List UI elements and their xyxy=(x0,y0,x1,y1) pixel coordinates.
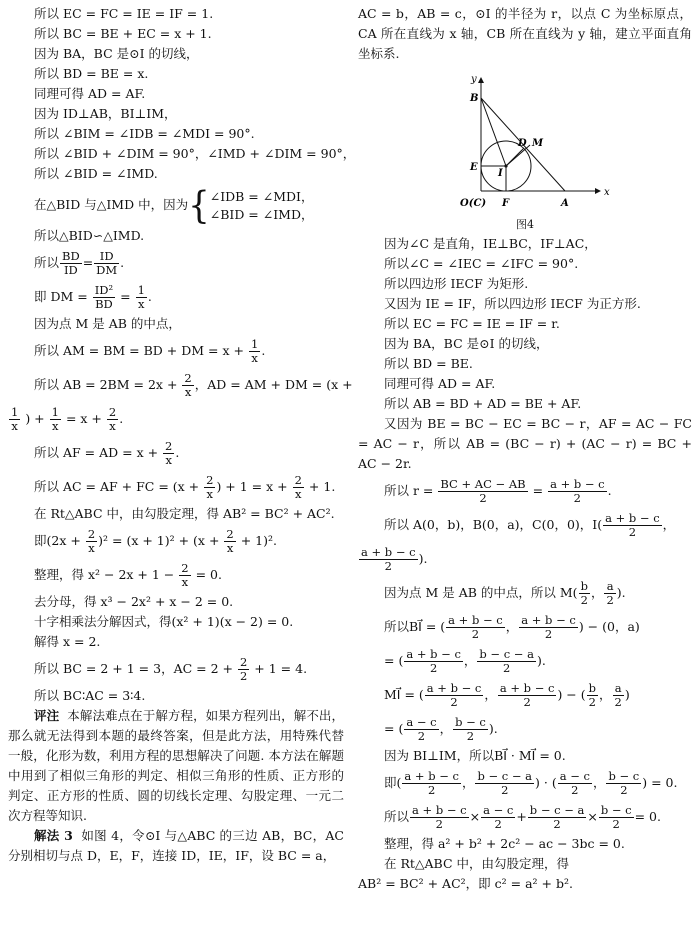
comment-label: 评注 xyxy=(34,708,60,723)
numerator: b − c xyxy=(600,803,632,817)
text-line: 所以四边形 IECF 为矩形. xyxy=(384,276,529,291)
eq-text: ，AD = AM + DM = (x + xyxy=(194,377,353,392)
label-d: D xyxy=(518,138,527,149)
fraction xyxy=(603,512,662,539)
eq-text: = ( xyxy=(384,653,404,668)
text-line: 所以 ∠BIM = ∠IDB = ∠MDI = 90°. xyxy=(34,126,255,141)
denominator: x xyxy=(206,487,214,501)
numerator: a xyxy=(604,580,615,594)
text-line: 所以 ∠BID + ∠DIM = 90°，∠IMD + ∠DIM = 90°， xyxy=(34,146,356,161)
eq-text: ) = 0. xyxy=(642,775,678,790)
text-line: 所以 BC = BE + EC = x + 1. xyxy=(34,26,212,41)
numerator: 2 xyxy=(165,439,173,453)
equation-line: 所以 $\frac{BD}{ID}$ = $\frac{ID}{DM}$ . xyxy=(34,249,125,277)
eq-text: 所以 AC = AF + FC = (x + xyxy=(34,479,200,494)
x-axis-arrow xyxy=(595,188,601,194)
eq-text: × xyxy=(587,809,598,824)
text-line: 因为点 M 是 AB 的中点， xyxy=(34,316,181,331)
eq-text: ) + xyxy=(25,411,45,426)
equation-line: $\frac{1}{x}$ ) + $\frac{1}{x}$ = x + $\frac{2}{x}$ . xyxy=(11,405,124,433)
denominator: 2 xyxy=(239,669,248,683)
text-line: 因为 BI⊥IM，所以BI⃗ · MI⃗ = 0. xyxy=(384,748,566,763)
comment-text: 本解法难点在于解方程，如果方程列出，解不出，那么就无法得到本题的最终答案，但是此方法，用特殊代替一般，化形为数，利用方程的思想解决了问题. 本方法在解题中用到了相似三角形的判定、相似三角形的性质、正方形的判定、正方形的性质、圆的切线长定理、勾股定理、一元二次方程等知识. xyxy=(8,708,344,823)
equation-line xyxy=(8,368,353,402)
eq-text: = xyxy=(532,483,544,498)
eq-text: 所以 xyxy=(34,255,60,270)
eq-text: 所以 xyxy=(384,809,410,824)
denominator: 2 xyxy=(466,729,475,743)
fraction xyxy=(249,338,260,365)
segment-bi xyxy=(481,98,506,166)
eq-text: 所以 A(0，b)，B(0，a)，C(0，0)，I( xyxy=(384,517,603,532)
label-i: I xyxy=(498,168,503,179)
numerator: 2 xyxy=(87,527,96,541)
fraction xyxy=(481,804,515,831)
denominator: x xyxy=(109,419,116,433)
numerator: 1 xyxy=(137,283,145,297)
eq-text: + 1)². xyxy=(240,533,277,548)
text-line: 所以 BC∶AC = 3∶4. xyxy=(34,688,146,703)
numerator: a + b − c xyxy=(361,545,416,559)
left-column xyxy=(8,4,356,866)
text-line: 所以 EC = FC = IE = IF = 1. xyxy=(34,6,214,21)
fraction xyxy=(107,406,118,433)
eq-text: ， xyxy=(439,721,453,736)
label-x: x xyxy=(604,187,610,198)
numerator: b − c − a xyxy=(477,769,533,783)
eq-text: 所以 AM = BM = BD + DM = x + xyxy=(34,343,244,358)
label-f: F xyxy=(502,198,510,209)
figure-4 xyxy=(358,68,692,218)
text-line: 所以 ∠BID = ∠IMD. xyxy=(34,166,158,181)
denominator: x xyxy=(295,487,302,501)
text-line: 去分母，得 x³ − 2x² + x − 2 = 0. xyxy=(34,594,234,609)
eq-text: ， xyxy=(590,585,604,600)
denominator: BD xyxy=(95,297,113,311)
denominator: 2 xyxy=(501,783,509,797)
numerator: 2 xyxy=(226,527,234,541)
fraction xyxy=(558,770,592,797)
eq-text: ). xyxy=(616,585,626,600)
denominator: 2 xyxy=(471,627,480,641)
text-line: 十字相乘法分解因式，得(x² + 1)(x − 2) = 0. xyxy=(34,614,294,629)
denominator: 2 xyxy=(479,491,487,505)
text-line: 同理可得 AD = AF. xyxy=(384,376,496,391)
method-label: 解法 3 xyxy=(34,828,73,843)
text-line: AB² = BC² + AC²，即 c² = a² + b². xyxy=(358,876,573,891)
numerator: 2 xyxy=(184,371,192,385)
denominator: 2 xyxy=(571,783,579,797)
comment-paragraph xyxy=(8,706,344,826)
numerator: 1 xyxy=(11,405,19,419)
denominator: 2 xyxy=(620,783,628,797)
denominator: 2 xyxy=(553,817,561,831)
numerator: a + b − c xyxy=(406,647,461,661)
denominator: x xyxy=(181,575,189,589)
equation-line xyxy=(358,678,692,712)
text-line: 又因为 IE = IF，所以四边形 IECF 为正方形. xyxy=(384,296,641,311)
system-line: ∠IDB = ∠MDI， xyxy=(209,188,314,204)
denominator: x xyxy=(226,541,234,555)
fraction xyxy=(548,478,607,505)
eq-text: 即 DM = xyxy=(34,289,88,304)
fraction xyxy=(402,770,461,797)
denominator: ID xyxy=(63,263,78,277)
equation-line xyxy=(8,558,344,592)
numerator: b − c xyxy=(455,715,486,729)
fraction xyxy=(224,528,235,555)
y-axis-arrow xyxy=(478,77,484,83)
fraction xyxy=(179,562,190,589)
numerator: b − c − a xyxy=(479,647,534,661)
eq-text: × xyxy=(469,809,481,824)
eq-text: ， xyxy=(662,517,676,532)
numerator: a + b − c xyxy=(521,613,576,627)
fraction xyxy=(404,716,438,743)
fraction xyxy=(94,250,119,277)
right-column xyxy=(358,4,692,894)
fraction xyxy=(359,546,418,573)
numerator: b xyxy=(588,681,596,695)
geometry-diagram xyxy=(358,68,692,218)
system-line: ∠BID = ∠IMD， xyxy=(209,206,314,222)
figure-caption: 图4 xyxy=(516,218,534,231)
eq-text: ) − (0，a) xyxy=(578,619,640,634)
numerator: 2 xyxy=(206,473,214,487)
denominator: 2 xyxy=(417,729,426,743)
eq-text: )² = (x + 1)² + (x + xyxy=(98,533,220,548)
fraction xyxy=(579,580,590,607)
eq-text: ) · ( xyxy=(535,775,557,790)
eq-text: = x + xyxy=(65,411,102,426)
fraction xyxy=(136,284,147,311)
eq-text: + 1. xyxy=(308,479,336,494)
equation-line xyxy=(358,474,692,508)
label-a: A xyxy=(561,198,569,209)
eq-text: ， xyxy=(461,775,475,790)
fraction xyxy=(477,648,536,675)
numerator: BC + AC − AB xyxy=(440,477,526,491)
system-prefix: 在△BID 与△IMD 中，因为 xyxy=(34,197,189,212)
fraction xyxy=(438,478,527,505)
fraction xyxy=(163,440,174,467)
eq-text: 因为点 M 是 AB 的中点，所以 M( xyxy=(384,585,578,600)
fraction xyxy=(587,682,598,709)
denominator: 2 xyxy=(612,817,620,831)
text-line: 所以∠C = ∠IEC = ∠IFC = 90°. xyxy=(384,256,579,271)
label-e: E xyxy=(470,162,478,173)
eq-text: . xyxy=(607,483,612,498)
denominator: 2 xyxy=(588,695,596,709)
equation-line xyxy=(358,644,692,678)
eq-text: ， xyxy=(484,687,497,702)
numerator: BD xyxy=(62,249,80,263)
point-i xyxy=(504,164,507,167)
denominator: x xyxy=(11,419,18,433)
denominator: x xyxy=(165,453,172,467)
numerator: 2 xyxy=(239,655,248,669)
fraction xyxy=(613,682,624,709)
eq-text: 所以 BC = 2 + 1 = 3，AC = 2 + xyxy=(34,661,233,676)
fraction xyxy=(604,580,615,607)
eq-text: 所以 r = xyxy=(384,483,434,498)
fraction xyxy=(86,528,97,555)
eq-text: 所以BI⃗ = ( xyxy=(384,619,446,634)
text-line: 解得 x = 2. xyxy=(34,634,101,649)
eq-text: ) xyxy=(624,687,630,702)
numerator: b − c − a xyxy=(529,803,585,817)
text-line: 因为 BA，BC 是⊙I 的切线， xyxy=(34,46,199,61)
text-line: 所以 BD = BE = x. xyxy=(34,66,149,81)
text-line: 因为∠C 是直角，IE⊥BC，IF⊥AC， xyxy=(384,236,597,251)
fraction xyxy=(599,804,634,831)
eq-text: ). xyxy=(536,653,546,668)
denominator: 2 xyxy=(580,593,588,607)
fraction xyxy=(204,474,215,501)
fraction xyxy=(93,284,115,311)
denominator: DM xyxy=(96,263,118,277)
denominator: x xyxy=(184,385,192,399)
eq-text: ) + 1 = x + xyxy=(216,479,288,494)
equation-line xyxy=(8,652,344,686)
text-paragraph: 又因为 BE = BC − EC = BC − r，AF = AC − FC = AC − r，所以 AB = (BC − r) + (AC − r) = BC + AC − 2r. xyxy=(358,416,692,471)
eq-text: 所以 AF = AD = x + xyxy=(34,445,159,460)
text-line: 因为 BA，BC 是⊙I 的切线， xyxy=(384,336,549,351)
method-paragraph xyxy=(8,826,344,866)
eq-text: 即(2x + xyxy=(34,533,81,548)
fraction xyxy=(453,716,488,743)
fraction xyxy=(50,406,61,433)
equation-line xyxy=(358,610,692,644)
denominator: x xyxy=(88,541,95,555)
method-text: 如图 4，令⊙I 与△ABC 的三边 AB，BC，AC 分别相切与点 D，E，F，连接 ID，IE，IF，设 BC = a， xyxy=(8,828,344,863)
eq-text: + xyxy=(516,809,527,824)
denominator: 2 xyxy=(523,695,531,709)
text-line: 所以 EC = FC = IE = IF = r. xyxy=(384,316,560,331)
equation-line xyxy=(8,470,344,504)
eq-text: ， xyxy=(505,619,519,634)
fraction xyxy=(528,804,587,831)
text-line: 因为 ID⊥AB，BI⊥IM， xyxy=(34,106,177,121)
numerator: a + b − c xyxy=(605,511,660,525)
numerator: a + b − c xyxy=(404,769,459,783)
brace: { xyxy=(188,183,210,228)
eq-text: = xyxy=(82,255,94,270)
denominator: 2 xyxy=(494,817,502,831)
equation-line xyxy=(358,508,692,542)
numerator: a + b − c xyxy=(426,681,482,695)
equation-line xyxy=(8,524,344,558)
eq-text: ) − ( xyxy=(557,687,586,702)
numerator: 2 xyxy=(108,405,117,419)
system-lines xyxy=(210,188,314,224)
fraction xyxy=(60,250,82,277)
eq-text: = 0. xyxy=(195,567,222,582)
eq-text: = 0. xyxy=(634,809,661,824)
numerator: a + b − c xyxy=(550,477,605,491)
numerator: a − c xyxy=(559,769,590,783)
eq-text: = ( xyxy=(384,721,404,736)
eq-text: 即( xyxy=(384,775,402,790)
equation-line xyxy=(358,576,692,610)
denominator: x xyxy=(137,297,145,311)
eq-text: MI⃗ = ( xyxy=(384,687,424,702)
numerator: a + b − c xyxy=(412,803,467,817)
eq-text: ， xyxy=(592,775,606,790)
fraction xyxy=(9,406,20,433)
equation-line: 即 DM = $\frac{\text{ID²}}{BD}$ = $\frac{1}{x}$ . xyxy=(34,283,152,311)
denominator: 2 xyxy=(435,817,443,831)
denominator: x xyxy=(251,351,258,365)
numerator: a xyxy=(613,682,624,696)
fraction xyxy=(293,474,304,501)
eq-text: ). xyxy=(488,721,498,736)
fraction xyxy=(410,804,469,831)
numerator: 1 xyxy=(51,405,59,419)
text-line: 在 Rt△ABC 中，由勾股定理，得 xyxy=(384,856,570,871)
equation-system xyxy=(8,184,344,226)
denominator: 2 xyxy=(544,627,553,641)
denominator: 2 xyxy=(428,783,436,797)
eq-text: ). xyxy=(418,551,428,566)
numerator: 2 xyxy=(181,561,189,575)
denominator: 2 xyxy=(606,593,614,607)
intro-paragraph: AC = b，AB = c，⊙I 的半径为 r，以点 C 为坐标原点，CA 所在直线为 x 轴，CB 所在直线为 y 轴，建立平面直角坐标系. xyxy=(358,6,692,61)
fraction xyxy=(475,770,534,797)
numerator: 2 xyxy=(294,473,302,487)
numerator: 1 xyxy=(250,337,259,351)
numerator: ID xyxy=(94,250,119,264)
denominator: 2 xyxy=(628,525,637,539)
label-m: M xyxy=(532,138,544,149)
text-line: 同理可得 AD = AF. xyxy=(34,86,146,101)
fraction xyxy=(182,372,193,399)
numerator: b − c xyxy=(608,769,640,783)
eq-text: + 1 = 4. xyxy=(254,661,308,676)
denominator: 2 xyxy=(450,695,458,709)
text-line: 所以△BID∽△IMD. xyxy=(34,228,145,243)
fraction xyxy=(404,648,463,675)
numerator: ID² xyxy=(94,283,114,297)
denominator: 2 xyxy=(429,661,438,675)
denominator: x xyxy=(52,419,59,433)
fraction xyxy=(425,682,484,709)
numerator: a + b − c xyxy=(499,681,555,695)
denominator: 2 xyxy=(573,491,581,505)
text-line: 所以 AB = BD + AD = BE + AF. xyxy=(384,396,582,411)
eq-text: = xyxy=(120,289,131,304)
fraction xyxy=(519,614,578,641)
label-y: y xyxy=(471,74,477,85)
fraction xyxy=(238,656,249,683)
denominator: 2 xyxy=(384,559,392,573)
denominator: 2 xyxy=(614,695,622,709)
fraction xyxy=(606,770,641,797)
numerator: a + b − c xyxy=(448,613,503,627)
equation-line xyxy=(358,712,692,746)
eq-text: ， xyxy=(463,653,477,668)
denominator: 2 xyxy=(503,661,511,675)
numerator: a − c xyxy=(406,715,437,729)
text-line: 整理，得 a² + b² + 2c² − ac − 3bc = 0. xyxy=(384,836,625,851)
numerator: b xyxy=(580,579,588,593)
fraction xyxy=(446,614,505,641)
eq-text: 所以 AB = 2BM = 2x + xyxy=(34,377,178,392)
equation-line xyxy=(358,800,692,834)
equation-line xyxy=(358,766,692,800)
equation-line: 所以 AF = AD = x + $\frac{2}{x}$ . xyxy=(34,439,180,467)
fraction xyxy=(498,682,557,709)
eq-text: ， xyxy=(599,687,612,702)
label-o: O(C) xyxy=(460,198,487,209)
label-b: B xyxy=(470,93,479,104)
text-line: 在 Rt△ABC 中，由勾股定理，得 AB² = BC² + AC². xyxy=(34,506,335,521)
eq-text: 整理，得 x² − 2x + 1 − xyxy=(34,567,175,582)
equation-line: 所以 AM = BM = BD + DM = x + $\frac{1}{x}$ . xyxy=(34,337,266,365)
equation-line xyxy=(358,542,692,576)
text-line: 所以 BD = BE. xyxy=(384,356,473,371)
numerator: a − c xyxy=(483,803,514,817)
